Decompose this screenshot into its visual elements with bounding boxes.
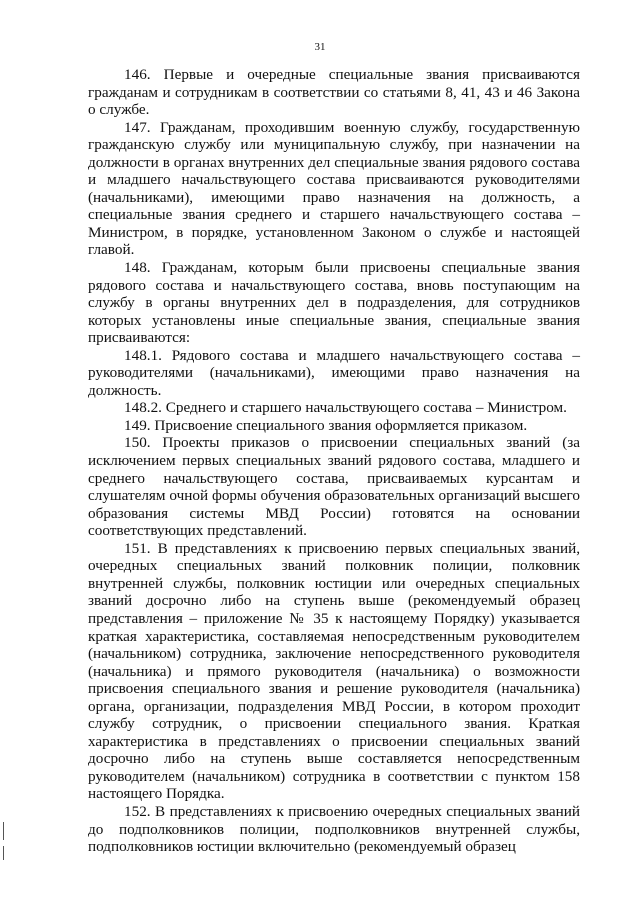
paragraph-150: 150. Проекты приказов о присвоении специальных званий (за исключением первых специальных званий рядового состава, младшего и среднего начальствующего состава, присваиваемых курсантам и слушателям очной формы обучения образовательных организаций высшего образования системы МВД России) готовятся на основании соответствующих представлений. bbox=[88, 434, 580, 540]
page-number: 31 bbox=[314, 41, 326, 53]
paragraph-149: 149. Присвоение специального звания оформляется приказом. bbox=[124, 416, 528, 434]
paragraph-147: 147. Гражданам, проходившим военную службу, государственную гражданскую службу или муниципальную службу, при назначении на должности в органах внутренних дел специальные звания рядового состава и младшего начальствующего состава присваиваются руководителями (начальниками), имеющими право назначения на должность, а специальные звания среднего и старшего начальствующего состава – Министром, в порядке, установленном Законом о службе и настоящей главой. bbox=[88, 118, 580, 259]
scan-edge-mark bbox=[3, 822, 4, 840]
paragraph-148-1: 148.1. Рядового состава и младшего начальствующего состава – руководителями (начальниками), имеющими право назначения на должность. bbox=[88, 346, 580, 399]
scan-edge-mark bbox=[3, 846, 4, 860]
paragraph-151: 151. В представлениях к присвоению первых специальных званий, очередных специальных званий полковник полиции, полковник внутренней службы, полковник юстиции или очередных специальных званий досрочно либо на ступень выше (рекомендуемый образец представления – приложение № 35 к настоящему Порядку) указывается краткая характеристика, составляемая непосредственным руководителем (начальником) сотрудника, заключение непосредственного руководителя (начальника) и прямого руководителя (начальника) о возможности присвоения специального звания и решение руководителя (начальника) органа, организации, подразделения МВД России, в котором проходит службу сотрудник, о присвоении специального звания. Краткая характеристика в представлениях о присвоении специальных званий досрочно либо на ступень выше составляется непосредственным руководителем (начальником) сотрудника в соответствии с пунктом 158 настоящего Порядка. bbox=[88, 539, 580, 803]
paragraph-148: 148. Гражданам, которым были присвоены специальные звания рядового состава и начальствующего состава, вновь поступающим на службу в органы внутренних дел в подразделения, для сотрудников которых установлены иные специальные звания, специальные звания присваиваются: bbox=[88, 259, 580, 347]
document-body bbox=[88, 66, 580, 856]
paragraph-146: 146. Первые и очередные специальные звания присваиваются гражданам и сотрудникам в соответствии со статьями 8, 41, 43 и 46 Закона о службе. bbox=[88, 66, 580, 119]
paragraph-148-2: 148.2. Среднего и старшего начальствующего состава – Министром. bbox=[124, 399, 567, 417]
paragraph-152: 152. В представлениях к присвоению очередных специальных званий до подполковников полиции, подполковников внутренней службы, подполковников юстиции включительно (рекомендуемый образец bbox=[88, 802, 580, 856]
